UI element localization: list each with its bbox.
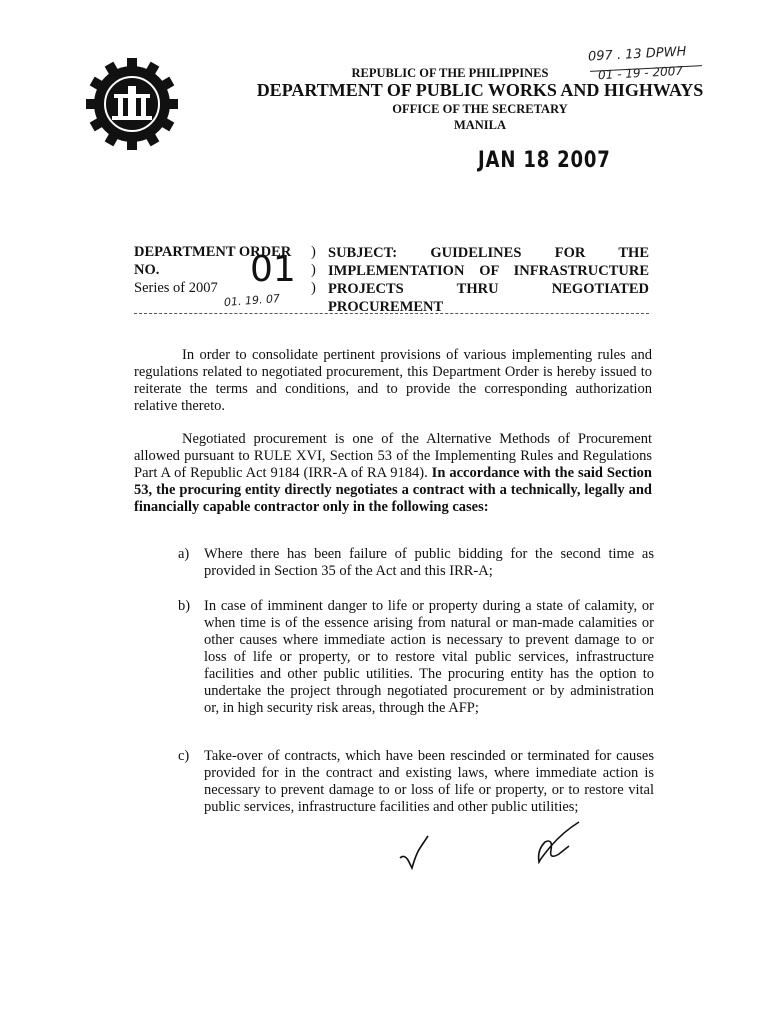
- list-item-text: Where there has been failure of public bidding for the second time as provided in Section 35 of the Act and this IRR-A;: [204, 546, 654, 579]
- subject-line: PROJECTS THRU NEGOTIATED: [328, 281, 649, 297]
- paren: ): [311, 244, 316, 260]
- order-number: 01: [250, 249, 296, 290]
- subject-line: IMPLEMENTATION OF INFRASTRUCTURE: [328, 263, 649, 279]
- subject-line: SUBJECT: GUIDELINES FOR THE: [328, 245, 649, 261]
- list-item: [178, 748, 654, 816]
- department-order-label: DEPARTMENT ORDER: [134, 244, 292, 260]
- order-no-label: NO.: [134, 262, 160, 278]
- header-city: MANILA: [453, 118, 507, 132]
- list-item-text: In case of imminent danger to life or property during a state of calamity, or when time is of the essence arising from natural or man-made calamities or other causes where immediate action is necessary to prevent damage to or loss of life or property, or to restore vital public services, infrastructure facilities and other public utilities. The procuring entity has the option to undertake the project through negotiated procurement or by administration or, in high security risk areas, through the AFP;: [204, 598, 654, 716]
- order-subject: [328, 244, 649, 316]
- header-department: DEPARTMENT OF PUBLIC WORKS AND HIGHWAYS: [256, 80, 704, 100]
- header-republic: REPUBLIC OF THE PHILIPPINES: [351, 66, 549, 80]
- list-marker: c): [178, 748, 190, 764]
- list-item-text: Take-over of contracts, which have been rescinded or terminated for causes provided for in the contract and existing laws, where immediate action is necessary to prevent damage to or loss of life or property, or to restore vital public services, infrastructure facilities and other public utilities;: [204, 748, 654, 815]
- paragraph-text: Negotiated procurement is one of the Alternative Methods of Procurement allowed pursuant to RULE XVI, Section 53 of the Implementing Rules and Regulations Part A of Republic Act 9184 (IRR-A of RA 9184).: [134, 431, 652, 481]
- handwritten-signature-icon: [533, 820, 583, 864]
- paren: ): [311, 262, 316, 278]
- handwritten-initial-icon: [398, 834, 432, 872]
- subject-line: PROCUREMENT: [328, 299, 444, 315]
- list-marker: a): [178, 546, 190, 562]
- handwritten-reference: 097 . 13 DPWH: [587, 44, 687, 65]
- paragraph-negotiated-procurement: [134, 431, 652, 516]
- date-stamp: JAN 18 2007: [478, 148, 611, 173]
- header-office: OFFICE OF THE SECRETARY: [392, 102, 568, 116]
- paragraph-bold-text: In accordance with the said Section 53, the procuring entity directly negotiates a contract with a technically, legally and financially capable contractor only in the following cases:: [134, 465, 652, 515]
- list-item: [178, 546, 654, 580]
- handwritten-order-date: 01. 19. 07: [223, 292, 281, 309]
- order-series: Series of 2007: [134, 280, 218, 296]
- dashed-divider: [134, 313, 649, 314]
- paragraph-intro: In order to consolidate pertinent provisions of various implementing rules and regulations related to negotiated procurement, this Department Order is hereby issued to reiterate the terms and conditions, and to provide the corresponding authorization relative thereto.: [134, 347, 652, 414]
- paren: ): [311, 280, 316, 296]
- list-item: [178, 598, 654, 717]
- list-marker: b): [178, 598, 191, 614]
- handwritten-reference-date: 01 - 19 - 2007: [597, 63, 684, 83]
